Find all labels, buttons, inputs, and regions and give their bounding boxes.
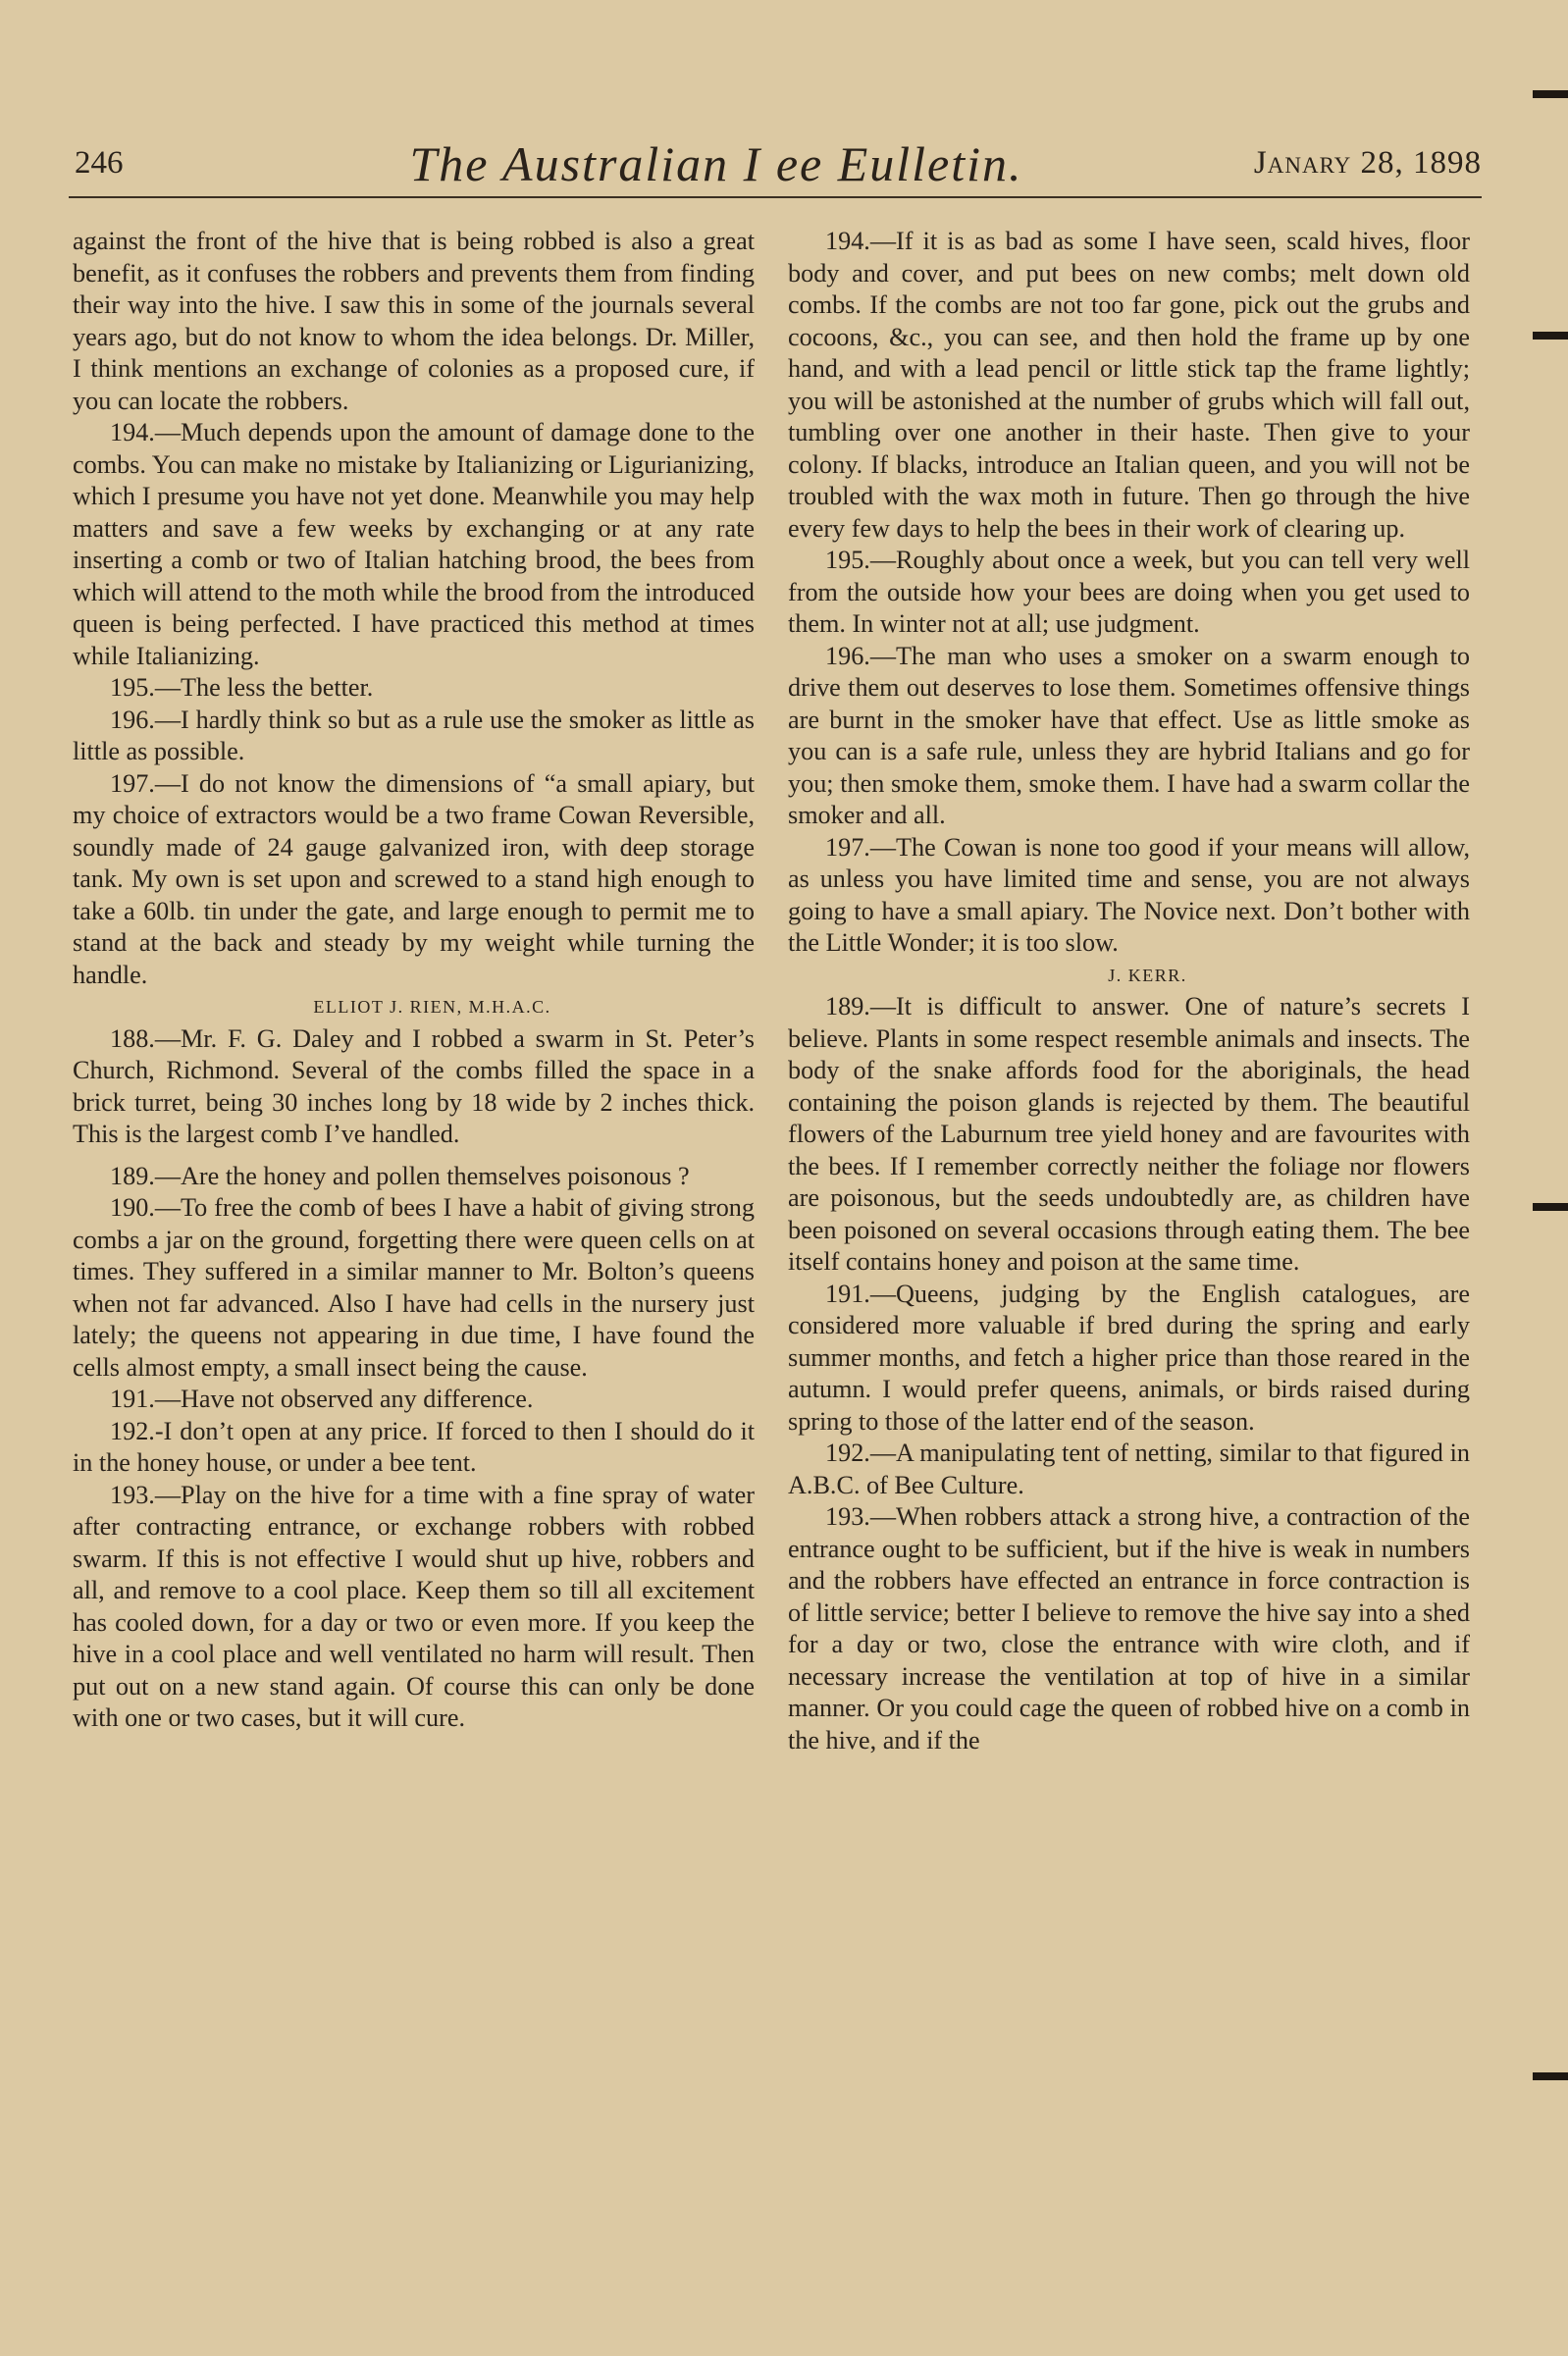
paragraph: 196.—The man who uses a smoker on a swarm enough to drive them out deserves to lose them. Sometimes offensive things are burnt in the smoker have that effect. Use as little smoke as you can is a safe rule, unless they are hybrid Italians and go for you; then smoke them, smoke them. I have had a swarm collar the smoker and all. — [788, 641, 1470, 829]
paragraph: 189.—Are the honey and pollen themselves poisonous ? — [110, 1161, 690, 1190]
paragraph: 195.—Roughly about once a week, but you can tell very well from the outside how your bees are doing when you get used to them. In winter not at all; use judgment. — [788, 546, 1470, 638]
paragraph: 194.—Much depends upon the amount of damage done to the combs. You can make no mistake by Italianizing or Ligurianizing, which I presume you have not yet done. Meanwhile you may help matters and save a few weeks by exchanging or at any rate inserting a comb or two of Italian hatching brood, the bees from which will attend to the moth while the brood from the introduced queen is being perfected. I have practiced this method at times while Italianizing. — [73, 418, 755, 670]
paragraph: 197.—I do not know the dimensions of “a small apiary, but my choice of extractors would be a two frame Cowan Reversible, soundly made of 24 gauge galvanized iron, with deep storage tank. My own is set upon and screwed to a stand high enough to take a 60lb. tin under the gate, and large enough to permit me to stand at the back and steady by my weight while turning the handle. — [73, 768, 755, 989]
paragraph: 195.—The less the better. — [110, 673, 374, 702]
paragraph: against the front of the hive that is being robbed is also a great benefit, as it confuses the robbers and prevents them from finding their way into the hive. I saw this in some of the journals several years ago, but do not know to whom the idea belongs. Dr. Miller, I think mentions an exchange of colonies as a proposed cure, if you can locate the robbers. — [73, 227, 755, 415]
paragraph: 188.—Mr. F. G. Daley and I robbed a swarm in St. Peter’s Church, Richmond. Several of the combs filled the space in a brick turret, being 30 inches long by 18 wide by 2 inches thick. This is the largest comb I’ve handled. — [73, 1023, 755, 1148]
right-column — [788, 226, 1470, 1756]
page-header — [69, 135, 1482, 194]
paragraph: 194.—If it is as bad as some I have seen, scald hives, floor body and cover, and put bees on new combs; melt down old combs. If the combs are not too far gone, pick out the grubs and cocoons, &c., you can see, and then hold the frame up by one hand, and with a lead pencil or little stick tap the frame lightly; you will be astonished at the number of grubs which will fall out, tumbling over one another in their haste. Then give to your colony. If blacks, introduce an Italian queen, and you will not be troubled with the wax moth in future. Then go through the hive every few days to help the bees in their work of clearing up. — [788, 227, 1470, 543]
paragraph: 189.—It is difficult to answer. One of nature’s secrets I believe. Plants in some respect resemble animals and insects. The body of the snake affords food for the aboriginals, the head containing the poison glands is rejected by them. The beautiful flowers of the Laburnum tree yield honey and are favourites with the bees. If I remember correctly neither the foliage nor flowers are poisonous, but the seeds undoubtedly are, as children have been poisoned on several occasions through eating them. The bee itself contains honey and poison at the same time. — [788, 992, 1470, 1276]
paragraph: 196.—I hardly think so but as a rule use the smoker as little as little as possible. — [73, 705, 755, 765]
binding-mark — [1533, 1203, 1568, 1211]
paragraph: 197.—The Cowan is none too good if your means will allow, as unless you have limited time and sense, you are not always going to have a small apiary. The Novice next. Don’t bother with the Little Wonder; it is too slow. — [788, 832, 1470, 957]
paragraph: 193.—When robbers attack a strong hive, a contraction of the entrance ought to be sufficient, but if the hive is weak in numbers and the robbers have effected an entrance in force contraction is of little service; better I believe to remove the hive say into a shed for a day or two, close the entrance with wire cloth, and if necessary increase the ventilation at top of hive in a similar manner. Or you could cage the queen of robbed hive on a comb in the hive, and if the — [788, 1502, 1470, 1754]
header-rule — [69, 196, 1482, 198]
binding-mark — [1533, 2072, 1568, 2080]
issue-date: Janary 28, 1898 — [1253, 145, 1482, 181]
left-column — [73, 226, 755, 1735]
paragraph: 192.—A manipulating tent of netting, similar to that figured in A.B.C. of Bee Culture. — [788, 1439, 1470, 1499]
binding-mark — [1533, 90, 1568, 98]
paragraph: 191.—Have not observed any difference. — [110, 1385, 534, 1413]
binding-mark — [1533, 332, 1568, 340]
page-number: 246 — [75, 145, 124, 181]
signature: ELLIOT J. RIEN, M.H.A.C. — [313, 997, 551, 1017]
paragraph: 193.—Play on the hive for a time with a fine spray of water after contracting entrance, or exchange robbers with robbed swarm. If this is not effective I would shut up hive, robbers and all, and remove to a cool place. Keep them so till all excitement has cooled down, for a day or two or even more. If you keep the hive in a cool place and well ventilated no harm will result. Then put out on a new stand again. Of course this can only be done with one or two cases, but it will cure. — [73, 1480, 755, 1732]
journal-title: The Australian I ee Eulletin. — [409, 136, 1023, 191]
paragraph: 190.—To free the comb of bees I have a habit of giving strong combs a jar on the ground, forgetting there were queen cells on at times. They suffered in a similar manner to Mr. Bolton’s queens when not far advanced. Also I have had cells in the nursery just lately; the queens not appearing in due time, I have found the cells almost empty, a small insect being the cause. — [73, 1193, 755, 1382]
signature: J. KERR. — [1108, 965, 1187, 985]
paragraph: 192.-I don’t open at any price. If forced to then I should do it in the honey house, or under a bee tent. — [73, 1416, 755, 1477]
paragraph: 191.—Queens, judging by the English catalogues, are considered more valuable if bred during the spring and early summer months, and fetch a higher price than those reared in the autumn. I would prefer queens, animals, or birds raised during spring to those of the latter end of the season. — [788, 1279, 1470, 1436]
